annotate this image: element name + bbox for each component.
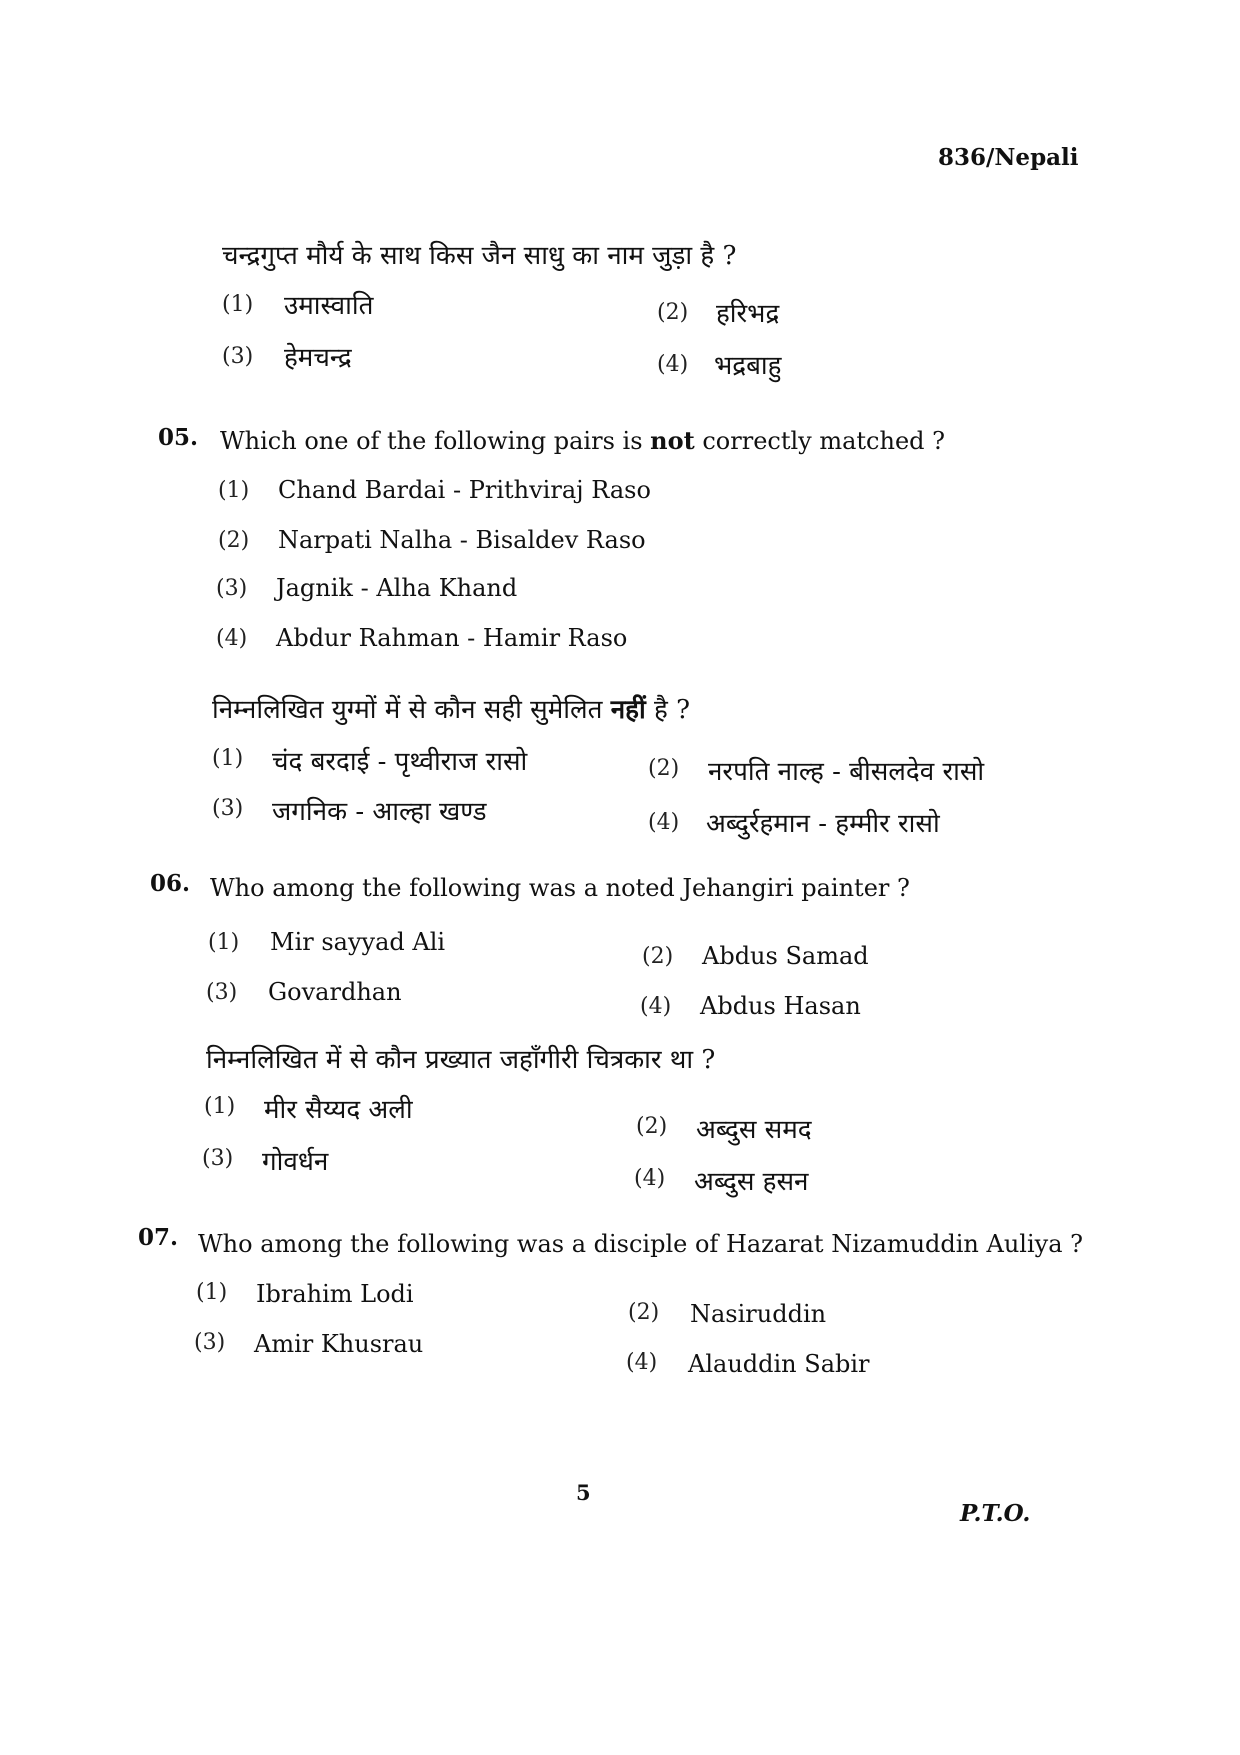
q05-option-1-number: (1) (218, 478, 250, 503)
q07-option-4-text: Alauddin Sabir (688, 1350, 870, 1378)
q06-hindi-option-3-text: गोवर्धन (262, 1147, 329, 1177)
q06-option-2-text: Abdus Samad (702, 942, 869, 970)
q06-option-4-text: Abdus Hasan (700, 992, 861, 1020)
q07-number: 07. (138, 1224, 179, 1251)
q05-stem-post: correctly matched ? (702, 427, 946, 455)
q07-stem: Who among the following was a disciple of Hazarat Nizamuddin Auliya ? (198, 1230, 1084, 1258)
q05-stem-pre: Which one of the following pairs is (220, 427, 643, 455)
q05-stem (220, 426, 945, 455)
q05-hindi-option-1-text: चंद बरदाई - पृथ्वीराज रासो (272, 747, 528, 777)
q06-stem: Who among the following was a noted Jehangiri painter ? (210, 874, 910, 902)
q06-option-3-number: (3) (206, 980, 238, 1005)
q06-option-1-text: Mir sayyad Ali (270, 928, 446, 956)
q06-option-4-number: (4) (640, 994, 672, 1019)
q07-option-3-text: Amir Khusrau (254, 1330, 424, 1358)
q05-option-4-text: Abdur Rahman - Hamir Raso (276, 624, 628, 652)
q07-option-1-number: (1) (196, 1280, 228, 1305)
q05-hindi-stem-post: है ? (654, 695, 691, 725)
q04-option-4-text: भद्रबाहु (714, 351, 782, 381)
q05-option-1-text: Chand Bardai - Prithviraj Raso (278, 476, 651, 504)
q04-option-1-text: उमास्वाति (284, 291, 374, 321)
q06-option-1-number: (1) (208, 930, 240, 955)
q06-option-3-text: Govardhan (268, 978, 402, 1006)
q05-hindi-stem-pre: निम्नलिखित युग्मों में से कौन सही सुमेलित (212, 695, 603, 725)
q06-number: 06. (150, 870, 191, 897)
q04-option-2-text: हरिभद्र (716, 299, 780, 329)
q06-hindi-option-2-text: अब्दुस समद (696, 1115, 812, 1145)
paper-code: 836/Nepali (938, 144, 1079, 171)
q05-hindi-option-3-number: (3) (212, 796, 244, 821)
q07-option-2-text: Nasiruddin (690, 1300, 827, 1328)
q05-hindi-option-2-number: (2) (648, 756, 680, 781)
q05-hindi-stem (212, 690, 690, 726)
q06-hindi-option-3-number: (3) (202, 1146, 234, 1171)
q05-hindi-option-4-number: (4) (648, 810, 680, 835)
q05-hindi-option-2-text: नरपति नाल्ह - बीसलदेव रासो (708, 757, 985, 787)
q04-option-1-number: (1) (222, 292, 254, 317)
q06-hindi-option-4-number: (4) (634, 1166, 666, 1191)
q06-hindi-option-1-number: (1) (204, 1094, 236, 1119)
q06-hindi-option-1-text: मीर सैय्यद अली (264, 1095, 413, 1125)
q06-hindi-option-4-text: अब्दुस हसन (694, 1167, 809, 1197)
q05-option-2-number: (2) (218, 528, 250, 553)
q07-option-1-text: Ibrahim Lodi (256, 1280, 414, 1308)
q06-option-2-number: (2) (642, 944, 674, 969)
q05-hindi-stem-bold: नहीं (610, 695, 646, 725)
q05-option-3-text: Jagnik - Alha Khand (276, 574, 518, 602)
q05-option-2-text: Narpati Nalha - Bisaldev Raso (278, 526, 646, 554)
q06-hindi-option-2-number: (2) (636, 1114, 668, 1139)
q07-option-3-number: (3) (194, 1330, 226, 1355)
q05-hindi-option-1-number: (1) (212, 746, 244, 771)
page-number: 5 (576, 1480, 591, 1505)
q05-option-4-number: (4) (216, 626, 248, 651)
q04-hindi-stem: चन्द्रगुप्त मौर्य के साथ किस जैन साधु का नाम जुड़ा है ? (222, 241, 737, 271)
q05-number: 05. (158, 424, 199, 451)
q04-option-4-number: (4) (657, 352, 689, 377)
q07-option-4-number: (4) (626, 1350, 658, 1375)
q05-option-3-number: (3) (216, 576, 248, 601)
q04-option-3-number: (3) (222, 344, 254, 369)
pto-label: P.T.O. (960, 1500, 1031, 1527)
q05-stem-bold: not (650, 426, 695, 455)
q05-hindi-option-3-text: जगनिक - आल्हा खण्ड (272, 797, 487, 827)
q04-option-2-number: (2) (657, 300, 689, 325)
q04-option-3-text: हेमचन्द्र (284, 343, 352, 373)
q06-hindi-stem: निम्नलिखित में से कौन प्रख्यात जहाँगीरी चित्रकार था ? (206, 1045, 716, 1075)
q05-hindi-option-4-text: अब्दुर्रहमान - हम्मीर रासो (706, 809, 940, 839)
q07-option-2-number: (2) (628, 1300, 660, 1325)
